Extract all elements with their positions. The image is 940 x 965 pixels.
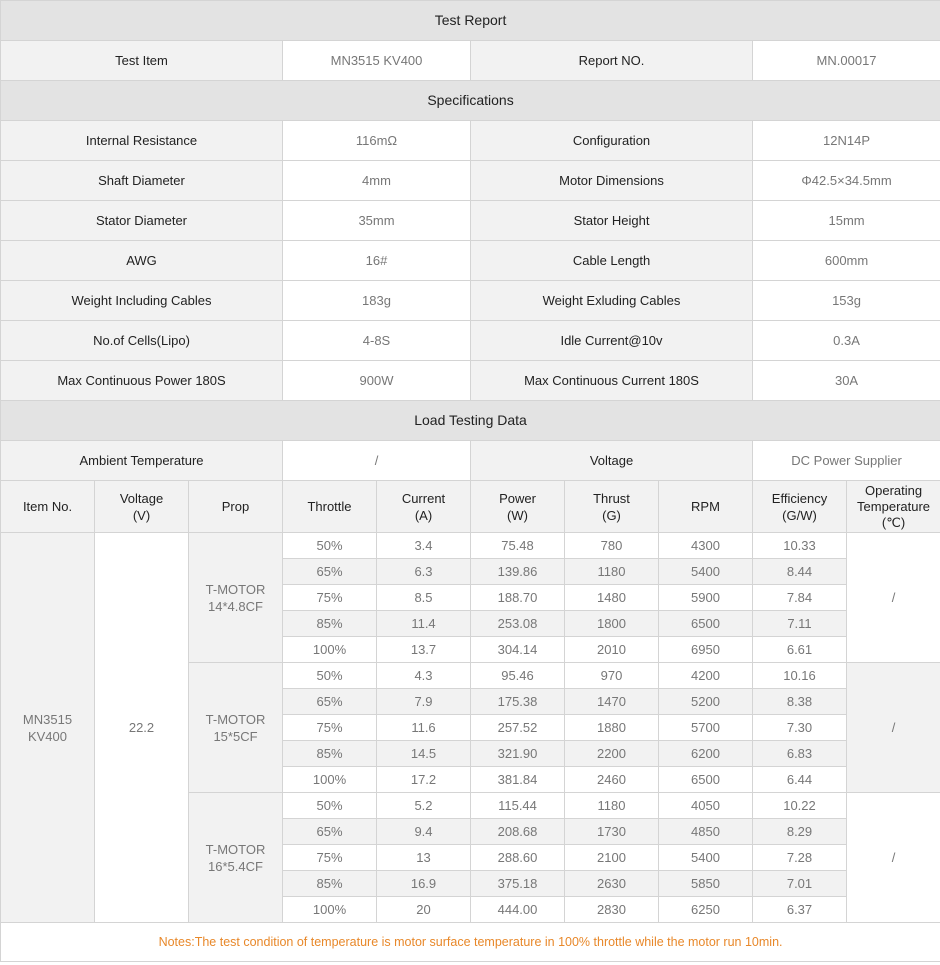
prop-cell-line: 15*5CF [213, 728, 258, 744]
efficiency-cell: 10.33 [753, 533, 847, 559]
efficiency-cell: 7.30 [753, 715, 847, 741]
current-header [377, 481, 471, 533]
rpm-header-line: RPM [691, 499, 720, 514]
operating-temperature-header-line: Operating [865, 482, 923, 498]
prop-header-line: Prop [221, 499, 250, 514]
prop-cell-line: T-MOTOR [205, 581, 266, 597]
prop-cell [189, 533, 283, 663]
efficiency-cell: 6.44 [753, 767, 847, 793]
rpm-cell: 5400 [659, 559, 753, 585]
throttle-cell: 100% [283, 897, 377, 923]
throttle-cell: 65% [283, 819, 377, 845]
thrust-cell: 2830 [565, 897, 659, 923]
spec-label: Motor Dimensions [471, 161, 753, 201]
specifications-title: Specifications [1, 81, 940, 121]
power-cell: 175.38 [471, 689, 565, 715]
voltage-header [95, 481, 189, 533]
power-header-line: Power [499, 490, 536, 506]
load-testing-title: Load Testing Data [1, 401, 940, 441]
spec-label: No.of Cells(Lipo) [1, 321, 283, 361]
thrust-cell: 1480 [565, 585, 659, 611]
rpm-cell: 6500 [659, 767, 753, 793]
rpm-cell: 5700 [659, 715, 753, 741]
thrust-cell: 1730 [565, 819, 659, 845]
current-cell: 14.5 [377, 741, 471, 767]
current-cell: 7.9 [377, 689, 471, 715]
power-cell: 253.08 [471, 611, 565, 637]
thrust-cell: 2630 [565, 871, 659, 897]
current-cell: 13 [377, 845, 471, 871]
operating-temperature-cell: / [847, 663, 940, 793]
throttle-header [283, 481, 377, 533]
thrust-cell: 970 [565, 663, 659, 689]
throttle-cell: 85% [283, 611, 377, 637]
rpm-cell: 6250 [659, 897, 753, 923]
current-cell: 11.6 [377, 715, 471, 741]
spec-value: 600mm [753, 241, 940, 281]
thrust-header-line: Thrust [593, 490, 630, 506]
power-cell: 321.90 [471, 741, 565, 767]
power-cell: 188.70 [471, 585, 565, 611]
throttle-cell: 75% [283, 585, 377, 611]
prop-cell [189, 793, 283, 923]
power-cell: 381.84 [471, 767, 565, 793]
spec-label: Stator Height [471, 201, 753, 241]
spec-label: Weight Exluding Cables [471, 281, 753, 321]
spec-label: Stator Diameter [1, 201, 283, 241]
spec-label: Weight Including Cables [1, 281, 283, 321]
thrust-cell: 1180 [565, 559, 659, 585]
throttle-cell: 50% [283, 793, 377, 819]
throttle-cell: 65% [283, 559, 377, 585]
power-cell: 304.14 [471, 637, 565, 663]
prop-cell-line: T-MOTOR [205, 841, 266, 857]
spec-value: 183g [283, 281, 471, 321]
thrust-cell: 780 [565, 533, 659, 559]
spec-value: 0.3A [753, 321, 940, 361]
prop-header [189, 481, 283, 533]
current-cell: 20 [377, 897, 471, 923]
efficiency-cell: 8.44 [753, 559, 847, 585]
efficiency-cell: 7.11 [753, 611, 847, 637]
current-header-line: (A) [414, 507, 433, 523]
spec-value: 4-8S [283, 321, 471, 361]
operating-temperature-header-line: (℃) [881, 514, 906, 530]
throttle-cell: 85% [283, 871, 377, 897]
efficiency-cell: 6.37 [753, 897, 847, 923]
item-no-cell-line: KV400 [27, 728, 68, 744]
throttle-header-line: Throttle [307, 499, 352, 514]
spec-label: Max Continuous Power 180S [1, 361, 283, 401]
throttle-cell: 100% [283, 637, 377, 663]
spec-value: 30A [753, 361, 940, 401]
rpm-header [659, 481, 753, 533]
item-no-cell [1, 533, 95, 923]
current-cell: 11.4 [377, 611, 471, 637]
current-cell: 17.2 [377, 767, 471, 793]
spec-value: 35mm [283, 201, 471, 241]
power-cell: 375.18 [471, 871, 565, 897]
thrust-cell: 1470 [565, 689, 659, 715]
spec-value: 153g [753, 281, 940, 321]
rpm-cell: 4300 [659, 533, 753, 559]
current-cell: 5.2 [377, 793, 471, 819]
current-header-line: Current [401, 490, 446, 506]
power-cell: 288.60 [471, 845, 565, 871]
prop-cell [189, 663, 283, 793]
rpm-cell: 5850 [659, 871, 753, 897]
voltage-header-line: (V) [132, 507, 151, 523]
current-cell: 8.5 [377, 585, 471, 611]
test-item-label: Test Item [1, 41, 283, 81]
current-cell: 3.4 [377, 533, 471, 559]
efficiency-cell: 10.22 [753, 793, 847, 819]
ambient-temperature-label: Ambient Temperature [1, 441, 283, 481]
current-cell: 9.4 [377, 819, 471, 845]
rpm-cell: 5200 [659, 689, 753, 715]
spec-label: Idle Current@10v [471, 321, 753, 361]
throttle-cell: 100% [283, 767, 377, 793]
report-no-label: Report NO. [471, 41, 753, 81]
efficiency-cell: 6.61 [753, 637, 847, 663]
throttle-cell: 75% [283, 715, 377, 741]
rpm-cell: 4200 [659, 663, 753, 689]
operating-temperature-cell: / [847, 793, 940, 923]
power-cell: 208.68 [471, 819, 565, 845]
current-cell: 4.3 [377, 663, 471, 689]
power-cell: 75.48 [471, 533, 565, 559]
rpm-cell: 6200 [659, 741, 753, 767]
spec-value: 116mΩ [283, 121, 471, 161]
power-cell: 95.46 [471, 663, 565, 689]
rpm-cell: 6950 [659, 637, 753, 663]
current-cell: 6.3 [377, 559, 471, 585]
power-cell: 257.52 [471, 715, 565, 741]
prop-cell-line: T-MOTOR [205, 711, 266, 727]
spec-value: 16# [283, 241, 471, 281]
spec-label: Configuration [471, 121, 753, 161]
voltage-label: Voltage [471, 441, 753, 481]
thrust-header-line: (G) [602, 507, 621, 523]
spec-value: 4mm [283, 161, 471, 201]
efficiency-header [753, 481, 847, 533]
spec-label: AWG [1, 241, 283, 281]
voltage-header-line: Voltage [119, 490, 164, 506]
test-item-value: MN3515 KV400 [283, 41, 471, 81]
thrust-cell: 2010 [565, 637, 659, 663]
item-no-header-line: Item No. [22, 499, 73, 514]
voltage-value: DC Power Supplier [753, 441, 940, 481]
efficiency-cell: 7.01 [753, 871, 847, 897]
thrust-cell: 1180 [565, 793, 659, 819]
efficiency-cell: 6.83 [753, 741, 847, 767]
throttle-cell: 75% [283, 845, 377, 871]
throttle-cell: 85% [283, 741, 377, 767]
throttle-cell: 50% [283, 533, 377, 559]
item-no-header [1, 481, 95, 533]
report-no-value: MN.00017 [753, 41, 940, 81]
power-header-line: (W) [507, 507, 528, 523]
throttle-cell: 50% [283, 663, 377, 689]
operating-temperature-header [847, 481, 940, 533]
throttle-cell: 65% [283, 689, 377, 715]
efficiency-cell: 10.16 [753, 663, 847, 689]
prop-cell-line: 14*4.8CF [208, 598, 263, 614]
current-cell: 13.7 [377, 637, 471, 663]
efficiency-cell: 8.38 [753, 689, 847, 715]
power-cell: 444.00 [471, 897, 565, 923]
thrust-cell: 2460 [565, 767, 659, 793]
spec-value: 15mm [753, 201, 940, 241]
spec-label: Max Continuous Current 180S [471, 361, 753, 401]
efficiency-header-line: Efficiency [771, 490, 828, 506]
notes-text: Notes:The test condition of temperature is motor surface temperature in 100% throttle while the motor run 10min. [1, 923, 940, 962]
spec-label: Shaft Diameter [1, 161, 283, 201]
efficiency-cell: 7.84 [753, 585, 847, 611]
thrust-header [565, 481, 659, 533]
efficiency-header-line: (G/W) [782, 507, 817, 523]
power-cell: 139.86 [471, 559, 565, 585]
efficiency-cell: 7.28 [753, 845, 847, 871]
thrust-cell: 2100 [565, 845, 659, 871]
test-report-title: Test Report [1, 1, 940, 41]
spec-value: Φ42.5×34.5mm [753, 161, 940, 201]
thrust-cell: 1800 [565, 611, 659, 637]
ambient-temperature-value: / [283, 441, 471, 481]
spec-label: Cable Length [471, 241, 753, 281]
prop-cell-line: 16*5.4CF [208, 858, 263, 874]
power-header [471, 481, 565, 533]
rpm-cell: 5900 [659, 585, 753, 611]
spec-label: Internal Resistance [1, 121, 283, 161]
voltage-cell: 22.2 [95, 533, 189, 923]
rpm-cell: 6500 [659, 611, 753, 637]
spec-value: 12N14P [753, 121, 940, 161]
operating-temperature-header-line: Temperature [857, 498, 931, 514]
current-cell: 16.9 [377, 871, 471, 897]
rpm-cell: 5400 [659, 845, 753, 871]
power-cell: 115.44 [471, 793, 565, 819]
thrust-cell: 2200 [565, 741, 659, 767]
rpm-cell: 4050 [659, 793, 753, 819]
item-no-cell-line: MN3515 [22, 711, 73, 727]
spec-value: 900W [283, 361, 471, 401]
rpm-cell: 4850 [659, 819, 753, 845]
efficiency-cell: 8.29 [753, 819, 847, 845]
thrust-cell: 1880 [565, 715, 659, 741]
operating-temperature-cell: / [847, 533, 940, 663]
